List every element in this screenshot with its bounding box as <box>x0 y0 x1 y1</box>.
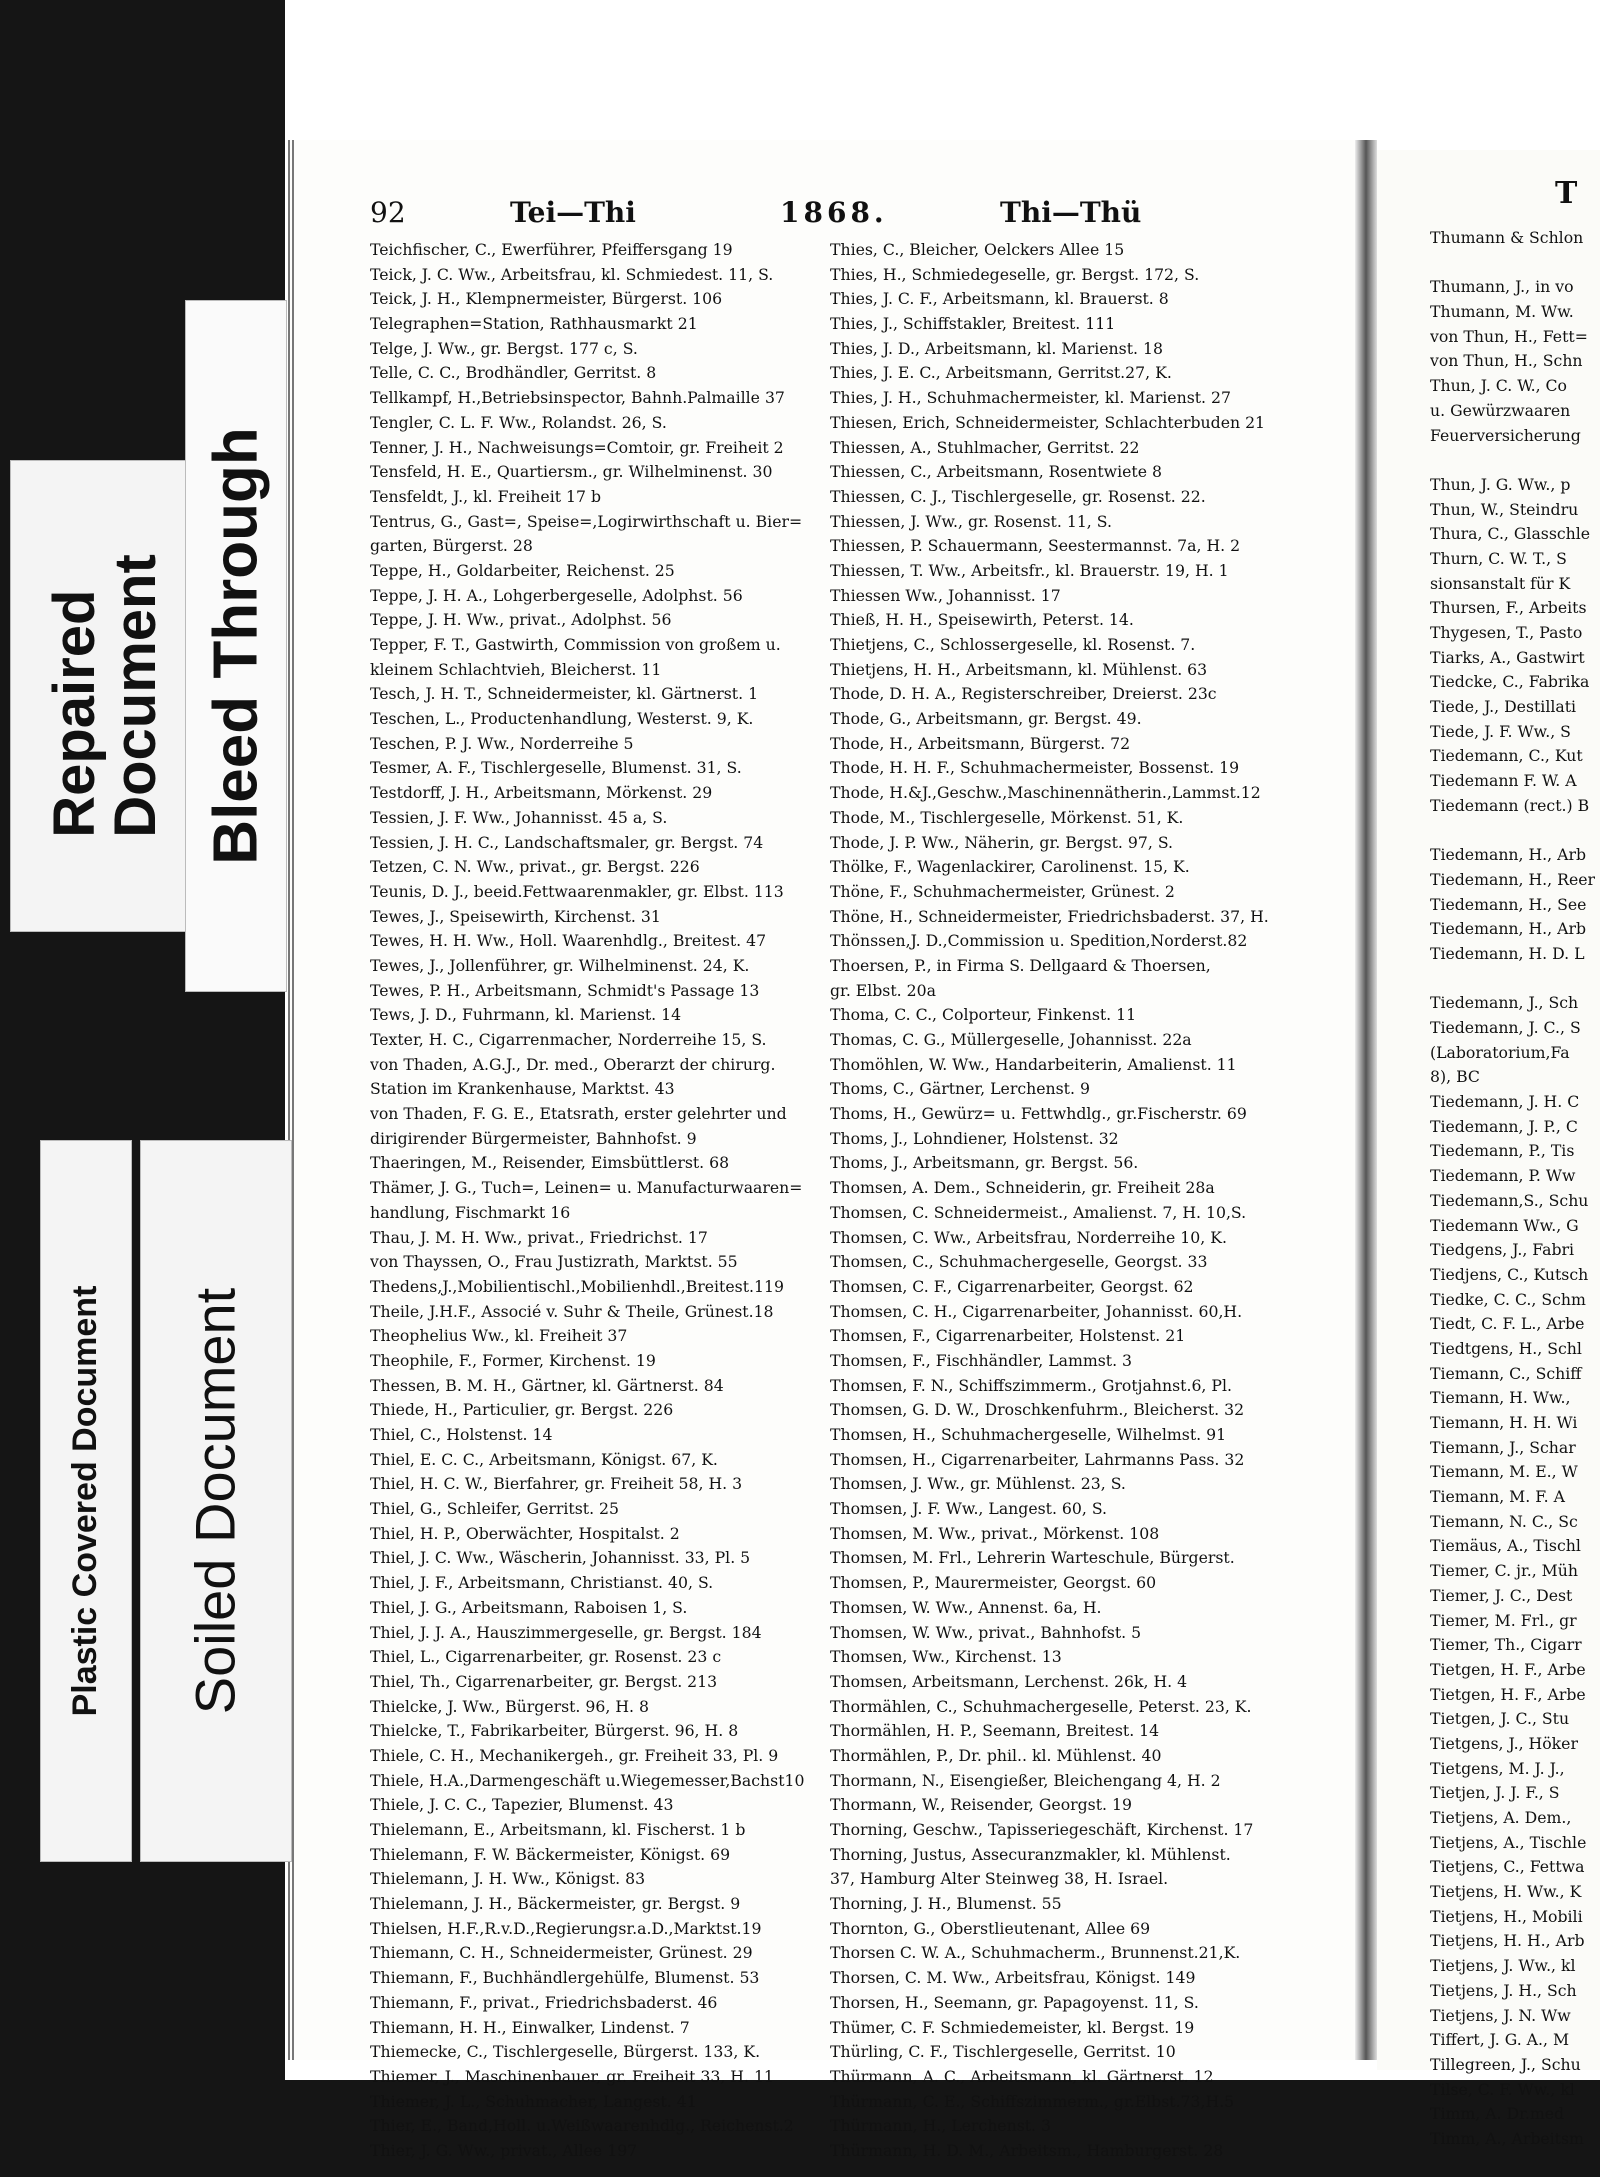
directory-entry: Thiel, H. P., Oberwächter, Hospitalst. 2 <box>370 1523 680 1543</box>
directory-entry: Tiedemann (rect.) B <box>1430 795 1590 815</box>
directory-entry: Tillegreen, J., Schu <box>1430 2054 1581 2074</box>
directory-entry: Tellkampf, H.,Betriebsinspector, Bahnh.Palmaille 37 <box>370 388 785 408</box>
directory-entry: Thomsen, P., Maurermeister, Georgst. 60 <box>830 1573 1157 1593</box>
directory-entry: Tepper, F. T., Gastwirth, Commission von großem u. <box>370 635 781 654</box>
alphabet-range-left: Tei—Thi <box>510 196 636 229</box>
directory-entry: Thoms, J., Lohndiener, Holstenst. 32 <box>830 1128 1119 1148</box>
directory-entry: Tietjen, J. J. F., S <box>1430 1783 1560 1803</box>
directory-entry: Thomsen, M. Ww., privat., Mörkenst. 108 <box>830 1523 1160 1543</box>
directory-entry: gr. Elbst. 20a <box>830 980 936 1000</box>
directory-entry: Tiedgens, J., Fabri <box>1430 1240 1575 1260</box>
directory-entry: Thomsen, J. F. Ww., Langest. 60, S. <box>830 1499 1108 1519</box>
directory-entry: Thode, G., Arbeitsmann, gr. Bergst. 49. <box>830 709 1142 729</box>
directory-entry: Thies, J., Schiffstakler, Breitest. 111 <box>830 314 1116 334</box>
directory-entry: Thies, J. E. C., Arbeitsmann, Gerritst.27, K. <box>830 363 1172 383</box>
directory-entry: Thürling, C. F., Tischlergeselle, Gerritst. 10 <box>830 2042 1176 2062</box>
directory-entry: Thursen, F., Arbeits <box>1430 598 1587 618</box>
directory-entry: Thielemann, J. H. Ww., Königst. 83 <box>370 1869 646 1889</box>
label-repaired-document: Repaired Document <box>42 554 168 838</box>
directory-entry: Tiedemann, J. H. C <box>1430 1092 1580 1112</box>
directory-entry: Tietjens, J. H., Sch <box>1430 1980 1577 2000</box>
directory-entry: Thiele, H.A.,Darmengeschäft u.Wiegemesser,Bachst10 <box>370 1770 805 1790</box>
directory-entry: Telge, J. Ww., gr. Bergst. 177 c, S. <box>370 338 638 358</box>
directory-entry: Tewes, J., Speisewirth, Kirchenst. 31 <box>370 906 661 926</box>
directory-entry: Tensfeldt, J., kl. Freiheit 17 b <box>370 486 602 506</box>
directory-entry: Thornton, G., Oberstlieutenant, Allee 69 <box>830 1918 1151 1938</box>
directory-entry <box>1430 819 1600 844</box>
directory-entry: Thürmann, H. D. M., Arbeitsm., Hamburgerst. 28 <box>830 2140 1224 2160</box>
directory-entry: u. Gewürzwaaren <box>1430 400 1571 420</box>
directory-entry: Thiel, Th., Cigarrenarbeiter, gr. Bergst. 213 <box>370 1671 718 1691</box>
directory-entry: Thorsen, C. M. Ww., Arbeitsfrau, Königst. 149 <box>830 1968 1196 1988</box>
directory-entry: Teppe, H., Goldarbeiter, Reichenst. 25 <box>370 560 675 580</box>
directory-entry: Tietgen, J. C., Stu <box>1430 1709 1570 1729</box>
directory-entry: Thomsen, W. Ww., privat., Bahnhofst. 5 <box>830 1622 1142 1642</box>
directory-entry: Thoersen, P., in Firma S. Dellgaard & Thoersen, <box>830 955 1211 975</box>
directory-entry: von Thaden, A.G.J., Dr. med., Oberarzt der chirurg. <box>370 1054 776 1074</box>
directory-entry: Tesmer, A. F., Tischlergeselle, Blumenst. 31, S. <box>370 758 742 778</box>
directory-entry: Tiedke, C. C., Schm <box>1430 1289 1586 1309</box>
directory-entry: Thomsen, C., Schuhmachergeselle, Georgst. 33 <box>830 1252 1208 1272</box>
directory-entry: Thomsen, A. Dem., Schneiderin, gr. Freiheit 28a <box>830 1178 1215 1198</box>
directory-entry: Tiedcke, C., Fabrika <box>1430 672 1590 692</box>
next-page-heading: T <box>1555 176 1578 211</box>
directory-entry: Tentrus, G., Gast=, Speise=,Logirwirthschaft u. Bier= <box>370 511 803 531</box>
directory-entry: Thiesen, Erich, Schneidermeister, Schlachterbuden 21 <box>830 412 1266 432</box>
directory-entry: Tenner, J. H., Nachweisungs=Comtoir, gr. Freiheit 2 <box>370 437 784 457</box>
directory-entry: Thorning, J. H., Blumenst. 55 <box>830 1894 1062 1914</box>
directory-entry: Thomsen, H., Schuhmachergeselle, Wilhelmst. 91 <box>830 1425 1227 1444</box>
directory-entry: Tiede, J. F. Ww., S <box>1430 721 1571 741</box>
directory-column-2 <box>830 238 1350 2164</box>
directory-entry: Thomsen, F. N., Schiffszimmerm., Grotjahnst.6, Pl. <box>830 1375 1232 1395</box>
directory-entry: Tiedemann, J., Sch <box>1430 993 1579 1013</box>
directory-entry: Tiarks, A., Gastwirt <box>1430 647 1585 667</box>
directory-entry: Tiemann, H. H. Wi <box>1430 1413 1578 1432</box>
directory-entry: Thoms, H., Gewürz= u. Fettwhdlg., gr.Fischerstr. 69 <box>830 1104 1247 1124</box>
directory-entry: Teunis, D. J., beeid.Fettwaarenmakler, gr. Elbst. 113 <box>370 881 784 901</box>
directory-entry: Tiedjens, C., Kutsch <box>1430 1264 1589 1284</box>
directory-entry: Thomsen, H., Cigarrenarbeiter, Lahrmanns Pass. 32 <box>830 1449 1245 1469</box>
directory-entry: Thielcke, J. Ww., Bürgerst. 96, H. 8 <box>370 1696 649 1716</box>
label-plastic-covered: Plastic Covered Document <box>66 1285 105 1717</box>
label-card-repaired <box>10 460 202 932</box>
directory-entry: Tiemäus, A., Tischl <box>1430 1536 1581 1556</box>
directory-entry: Tiedemann, H., Arb <box>1430 845 1587 865</box>
directory-entry: Testdorff, J. H., Arbeitsmann, Mörkenst. 29 <box>370 783 713 803</box>
directory-entry: Tesch, J. H. T., Schneidermeister, kl. Gärtnerst. 1 <box>370 684 759 704</box>
directory-entry: Thura, C., Glasschle <box>1430 524 1591 544</box>
directory-entry: Tiemer, C. jr., Müh <box>1430 1561 1578 1581</box>
directory-entry: Theile, J.H.F., Associé v. Suhr & Theile, Grünest.18 <box>370 1301 774 1321</box>
directory-entry: Tietjens, J. N. Ww <box>1430 2005 1571 2025</box>
directory-entry: Tiemer, M. Frl., gr <box>1430 1610 1577 1630</box>
directory-entry: Thorsen, H., Seemann, gr. Papagoyenst. 11, S. <box>830 1992 1199 2012</box>
directory-entry: Tietjens, C., Fettwa <box>1430 1857 1585 1877</box>
directory-entry: Thöne, F., Schuhmachermeister, Grünest. 2 <box>830 881 1175 901</box>
directory-entry: von Thun, H., Schn <box>1430 351 1583 371</box>
year-heading: 1868. <box>780 196 888 229</box>
directory-entry: Thiel, J. G., Arbeitsmann, Raboisen 1, S. <box>370 1597 688 1617</box>
directory-entry: Thau, J. M. H. Ww., privat., Friedrichst. 17 <box>370 1227 708 1247</box>
directory-entry: Tiffert, J. G. A., M <box>1430 2030 1570 2050</box>
directory-entry: Thölke, F., Wagenlackirer, Carolinenst. 15, K. <box>830 857 1190 877</box>
directory-entry: Thies, J. C. F., Arbeitsmann, kl. Brauerst. 8 <box>830 289 1169 309</box>
directory-entry: Thormählen, P., Dr. phil.. kl. Mühlenst. 40 <box>830 1745 1162 1765</box>
page-number: 92 <box>370 196 406 229</box>
directory-entry: Tiedemann Ww., G <box>1430 1215 1579 1235</box>
directory-entry: Thiemecke, C., Tischlergeselle, Bürgerst. 133, K. <box>370 2042 761 2062</box>
directory-entry: sionsanstalt für K <box>1430 573 1571 593</box>
directory-entry: Thormann, W., Reisender, Georgst. 19 <box>830 1795 1132 1815</box>
directory-entry: Thiemann, F., Buchhändlergehülfe, Blumenst. 53 <box>370 1968 760 1988</box>
directory-entry: Thygesen, T., Pasto <box>1430 623 1583 642</box>
directory-entry: Thiele, C. H., Mechanikergeh., gr. Freiheit 33, Pl. 9 <box>370 1745 779 1765</box>
directory-entry: kleinem Schlachtvieh, Bleicherst. 11 <box>370 659 662 679</box>
directory-entry: Tiemann, M. F. A <box>1430 1487 1565 1507</box>
directory-entry: Thiessen, C., Arbeitsmann, Rosentwiete 8 <box>830 462 1162 482</box>
directory-entry: Thiele, J. C. C., Tapezier, Blumenst. 43 <box>370 1795 674 1815</box>
directory-entry: Thoma, C. C., Colporteur, Finkenst. 11 <box>830 1005 1137 1025</box>
directory-entry: Tewes, H. H. Ww., Holl. Waarenhdlg., Breitest. 47 <box>370 931 767 951</box>
directory-entry: Thun, J. C. W., Co <box>1430 376 1567 396</box>
directory-entry: Thumann, M. Ww. <box>1430 302 1574 322</box>
directory-column-3 <box>1430 226 1600 2152</box>
directory-entry <box>1430 251 1600 276</box>
directory-entry: Feuerversicherung <box>1430 425 1581 445</box>
directory-entry: Thies, J. D., Arbeitsmann, kl. Marienst. 18 <box>830 338 1163 358</box>
directory-entry: Tetzen, C. N. Ww., privat., gr. Bergst. 226 <box>370 857 700 877</box>
directory-entry: Tiedemann, H. D. L <box>1430 943 1585 963</box>
running-head <box>370 196 1350 236</box>
directory-entry: Thielcke, T., Fabrikarbeiter, Bürgerst. 96, H. 8 <box>370 1721 739 1741</box>
directory-entry: Thielemann, E., Arbeitsmann, kl. Fischerst. 1 b <box>370 1820 746 1839</box>
directory-entry: Tiemann, N. C., Sc <box>1430 1511 1578 1531</box>
directory-entry: Tewes, J., Jollenführer, gr. Wilhelminenst. 24, K. <box>370 955 750 975</box>
directory-entry: Thiessen, J. Ww., gr. Rosenst. 11, S. <box>830 511 1112 531</box>
directory-entry: Thode, H., Arbeitsmann, Bürgerst. 72 <box>830 733 1131 753</box>
directory-entry: Thiemer, J., Maschinenbauer, gr. Freiheit 33, H. 11 <box>370 2066 774 2086</box>
directory-entry: Thormählen, C., Schuhmachergeselle, Peterst. 23, K. <box>830 1696 1252 1716</box>
directory-entry: Thiessen Ww., Johannisst. 17 <box>830 585 1061 605</box>
directory-entry: 8), BC <box>1430 1067 1480 1087</box>
directory-entry: Thurn, C. W. T., S <box>1430 548 1567 568</box>
directory-entry: Tewes, P. H., Arbeitsmann, Schmidt's Passage 13 <box>370 980 760 1000</box>
directory-entry: Tietgens, M. J. J., <box>1430 1758 1565 1778</box>
directory-entry: Tiedemann, P., Tis <box>1430 1141 1575 1161</box>
directory-entry: Thier, E., Band,Holl. u.Weißwaarenhdlg., Reichenst.2 <box>370 2116 794 2136</box>
directory-entry: Tietjens, H. H., Arb <box>1430 1931 1585 1951</box>
directory-entry: von Thaden, F. G. E., Etatsrath, erster gelehrter und <box>370 1104 787 1124</box>
book-gutter <box>1355 140 1377 2060</box>
directory-entry: Tiedemann, H., See <box>1430 894 1587 914</box>
directory-entry: Tietjens, A. Dem., <box>1430 1808 1572 1827</box>
directory-entry: Tiemann, J., Schar <box>1430 1437 1576 1457</box>
directory-entry: Tiedemann, J. C., S <box>1430 1018 1581 1037</box>
directory-entry: Thönssen,J. D.,Commission u. Spedition,Norderst.82 <box>830 931 1248 951</box>
directory-entry: Timm, A., Arbeitsm <box>1430 2128 1584 2148</box>
directory-entry: Thomsen, F., Fischhändler, Lammst. 3 <box>830 1350 1133 1370</box>
directory-entry: Thürmann, C. E., Schiffszimmerm., gr.Elbst.73,H.5 <box>830 2091 1235 2111</box>
label-card-bleed <box>185 300 287 992</box>
directory-entry: Thietjens, H. H., Arbeitsmann, kl. Mühlenst. 63 <box>830 659 1208 679</box>
directory-entry: Timm, A. Dr.med <box>1430 2104 1565 2124</box>
directory-entry: Tiedemann, C., Kut <box>1430 746 1583 766</box>
directory-entry: Tengler, C. L. F. Ww., Rolandst. 26, S. <box>370 412 667 432</box>
directory-entry: Tiedemann, J. P., C <box>1430 1116 1578 1136</box>
directory-entry: Thies, C., Bleicher, Oelckers Allee 15 <box>830 240 1125 259</box>
directory-entry: Tessien, J. F. Ww., Johannisst. 45 a, S. <box>370 807 668 827</box>
directory-column-1 <box>370 238 818 2164</box>
directory-entry: Thielsen, H.F.,R.v.D.,Regierungsr.a.D.,Marktst.19 <box>370 1918 762 1938</box>
directory-entry: Tiemann, H. Ww., <box>1430 1388 1571 1408</box>
directory-entry: Thiel, J. J. A., Hauszimmergeselle, gr. Bergst. 184 <box>370 1622 762 1642</box>
directory-entry: Thiel, C., Holstenst. 14 <box>370 1425 553 1444</box>
directory-entry: Thomsen, Ww., Kirchenst. 13 <box>830 1647 1062 1667</box>
directory-entry: Thietjens, C., Schlossergeselle, kl. Rosenst. 7. <box>830 635 1196 654</box>
directory-entry: Teschen, P. J. Ww., Norderreihe 5 <box>370 733 634 753</box>
directory-entry: Thomsen, F., Cigarrenarbeiter, Holstenst. 21 <box>830 1326 1186 1346</box>
directory-entry: Tiemann, M. E., W <box>1430 1462 1578 1482</box>
directory-entry: Tews, J. D., Fuhrmann, kl. Marienst. 14 <box>370 1005 682 1025</box>
directory-entry: Thöne, H., Schneidermeister, Friedrichsbaderst. 37, H. <box>830 906 1269 926</box>
directory-entry: Thürmann, H., Lerchenst. 3 <box>830 2116 1052 2136</box>
directory-entry: Thorning, Geschw., Tapisseriegeschäft, Kirchenst. 17 <box>830 1820 1254 1839</box>
label-card-soiled <box>140 1140 292 1862</box>
label-bleed-through: Bleed Through <box>201 427 271 865</box>
directory-entry <box>1430 967 1600 992</box>
label-soiled-document: Soiled Document <box>183 1287 247 1715</box>
directory-entry: Tensfeld, H. E., Quartiersm., gr. Wilhelminenst. 30 <box>370 462 773 482</box>
directory-entry: Thiemann, F., privat., Friedrichsbaderst. 46 <box>370 1992 718 2012</box>
directory-entry: Thiel, G., Schleifer, Gerritst. 25 <box>370 1499 620 1519</box>
directory-entry: Thiessen, P. Schauermann, Seestermannst. 7a, H. 2 <box>830 536 1241 556</box>
directory-entry: Tiedemann F. W. A <box>1430 771 1577 791</box>
directory-entry: Thomsen, M. Frl., Lehrerin Warteschule, Bürgerst. <box>830 1548 1235 1568</box>
directory-entry: Teppe, J. H. Ww., privat., Adolphst. 56 <box>370 610 672 630</box>
directory-entry: Tessien, J. H. C., Landschaftsmaler, gr. Bergst. 74 <box>370 832 764 852</box>
directory-entry: Thielemann, J. H., Bäckermeister, gr. Bergst. 9 <box>370 1894 741 1914</box>
directory-entry: Thode, H.&J.,Geschw.,Maschinennätherin.,Lammst.12 <box>830 783 1261 803</box>
directory-entry: Tiemer, J. C., Dest <box>1430 1585 1573 1605</box>
alphabet-range-right: Thi—Thü <box>1000 196 1142 229</box>
directory-entry: Thiemer, J. L., Schuhmacher, Langest. 41 <box>370 2091 697 2111</box>
directory-entry: Thun, W., Steindru <box>1430 499 1579 519</box>
directory-entry: Thormann, N., Eisengießer, Bleichengang 4, H. 2 <box>830 1770 1221 1790</box>
directory-entry: Thomsen, C. Ww., Arbeitsfrau, Norderreihe 10, K. <box>830 1227 1227 1247</box>
directory-entry: Theophelius Ww., kl. Freiheit 37 <box>370 1326 628 1346</box>
directory-entry: Thaeringen, M., Reisender, Eimsbüttlerst. 68 <box>370 1153 730 1173</box>
directory-entry: handlung, Fischmarkt 16 <box>370 1202 571 1222</box>
directory-entry: Thiel, J. F., Arbeitsmann, Christianst. 40, S. <box>370 1573 714 1593</box>
directory-entry: dirigirender Bürgermeister, Bahnhofst. 9 <box>370 1128 697 1148</box>
directory-entry: von Thun, H., Fett= <box>1430 326 1588 346</box>
directory-entry: Tietjens, A., Tischle <box>1430 1832 1587 1852</box>
directory-entry: Theophile, F., Former, Kirchenst. 19 <box>370 1350 656 1370</box>
directory-entry: Tietjens, J. Ww., kl <box>1430 1956 1576 1976</box>
directory-entry: Thiel, E. C. C., Arbeitsmann, Königst. 67, K. <box>370 1449 718 1469</box>
directory-entry: 37, Hamburg Alter Steinweg 38, H. Israel. <box>830 1869 1169 1889</box>
directory-entry: Thomsen, J. Ww., gr. Mühlenst. 23, S. <box>830 1474 1126 1494</box>
directory-entry: Teick, J. C. Ww., Arbeitsfrau, kl. Schmiedest. 11, S. <box>370 264 774 284</box>
directory-entry: Thomsen, G. D. W., Droschkenfuhrm., Bleicherst. 32 <box>830 1400 1245 1420</box>
directory-entry: Thier, J. G. Ww., privat., Allee 197 <box>370 2140 638 2160</box>
directory-entry: Thoms, C., Gärtner, Lerchenst. 9 <box>830 1079 1090 1099</box>
directory-entry: Station im Krankenhause, Marktst. 43 <box>370 1079 675 1099</box>
directory-entry: Thode, D. H. A., Registerschreiber, Dreierst. 23c <box>830 684 1217 704</box>
label-card-plastic <box>40 1140 132 1862</box>
directory-entry: Tiedemann, H., Arb <box>1430 919 1587 939</box>
directory-entry: Tietgen, H. F., Arbe <box>1430 1659 1586 1679</box>
directory-entry: Thürmann, A. C., Arbeitsmann, kl. Gärtnerst. 12 <box>830 2066 1214 2086</box>
directory-entry: Tiedt, C. F. L., Arbe <box>1430 1314 1585 1334</box>
directory-entry: Thomsen, C. F., Cigarrenarbeiter, Georgst. 62 <box>830 1276 1194 1296</box>
directory-entry: Thielemann, F. W. Bäckermeister, Königst. 69 <box>370 1844 731 1864</box>
directory-entry: Tiemann, C., Schiff <box>1430 1363 1582 1383</box>
directory-entry: Telegraphen=Station, Rathhausmarkt 21 <box>370 314 698 334</box>
directory-entry: Thun, J. G. Ww., p <box>1430 474 1571 494</box>
directory-entry: Thämer, J. G., Tuch=, Leinen= u. Manufacturwaaren= <box>370 1178 803 1198</box>
directory-entry: Thies, J. H., Schuhmachermeister, kl. Marienst. 27 <box>830 388 1231 408</box>
directory-entry: Thoms, J., Arbeitsmann, gr. Bergst. 56. <box>830 1153 1139 1173</box>
directory-entry: Thiel, L., Cigarrenarbeiter, gr. Rosenst. 23 c <box>370 1647 722 1667</box>
directory-entry: Tiedemann, P. Ww <box>1430 1166 1576 1186</box>
directory-entry: Telle, C. C., Brodhändler, Gerritst. 8 <box>370 363 657 383</box>
directory-entry: Tiemer, Th., Cigarr <box>1430 1635 1582 1655</box>
directory-entry: Thumann, J., in vo <box>1430 277 1574 297</box>
directory-entry: Tiedtgens, H., Schl <box>1430 1338 1582 1358</box>
directory-entry: Teppe, J. H. A., Lohgerbergeselle, Adolphst. 56 <box>370 585 743 605</box>
directory-entry: Thomsen, C. H., Cigarrenarbeiter, Johannisst. 60,H. <box>830 1301 1243 1321</box>
directory-entry: Thiessen, T. Ww., Arbeitsfr., kl. Brauerstr. 19, H. 1 <box>830 560 1229 580</box>
directory-entry: Texter, H. C., Cigarrenmacher, Norderreihe 15, S. <box>370 1030 767 1049</box>
directory-entry: Thode, J. P. Ww., Näherin, gr. Bergst. 97, S. <box>830 832 1173 852</box>
directory-entry: Thedens,J.,Mobilientischl.,Mobilienhdl.,Breitest.119 <box>370 1276 784 1296</box>
directory-entry <box>1430 448 1600 473</box>
directory-entry: Tietjens, H., Mobili <box>1430 1906 1583 1926</box>
directory-entry: Thorsen C. W. A., Schuhmacherm., Brunnenst.21,K. <box>830 1943 1241 1963</box>
directory-entry: Thomsen, Arbeitsmann, Lerchenst. 26k, H. 4 <box>830 1671 1188 1691</box>
directory-entry: Thomsen, C. Schneidermeist., Amalienst. 7, H. 10,S. <box>830 1202 1247 1222</box>
directory-entry: Tiedemann, H., Reer <box>1430 869 1596 889</box>
directory-entry: Thieß, H. H., Speisewirth, Peterst. 14. <box>830 610 1134 630</box>
directory-entry: Thomas, C. G., Müllergeselle, Johannisst. 22a <box>830 1030 1192 1049</box>
directory-entry: Thessen, B. M. H., Gärtner, kl. Gärtnerst. 84 <box>370 1375 724 1395</box>
directory-entry: Thiessen, C. J., Tischlergeselle, gr. Rosenst. 22. <box>830 486 1206 506</box>
directory-entry: garten, Bürgerst. 28 <box>370 536 533 556</box>
directory-entry: Thumann & Schlon <box>1430 228 1584 247</box>
directory-entry: Thiel, H. C. W., Bierfahrer, gr. Freiheit 58, H. 3 <box>370 1474 743 1494</box>
directory-entry: Teick, J. H., Klempnermeister, Bürgerst. 106 <box>370 289 723 309</box>
directory-entry: Thode, M., Tischlergeselle, Mörkenst. 51, K. <box>830 807 1184 827</box>
directory-entry: Thomöhlen, W. Ww., Handarbeiterin, Amalienst. 11 <box>830 1054 1237 1074</box>
directory-entry: Thiede, H., Particulier, gr. Bergst. 226 <box>370 1400 674 1420</box>
directory-entry: Teichfischer, C., Ewerführer, Pfeiffersgang 19 <box>370 240 733 259</box>
directory-entry: Thorning, Justus, Assecuranzmakler, kl. Mühlenst. <box>830 1844 1231 1864</box>
directory-entry: Thiel, J. C. Ww., Wäscherin, Johannisst. 33, Pl. 5 <box>370 1548 751 1568</box>
directory-entry: Thormählen, H. P., Seemann, Breitest. 14 <box>830 1721 1160 1741</box>
directory-entry: Teschen, L., Productenhandlung, Westerst. 9, K. <box>370 709 754 729</box>
directory-entry: Thümer, C. F. Schmiedemeister, kl. Bergst. 19 <box>830 2017 1195 2037</box>
directory-entry: (Laboratorium,Fa <box>1430 1042 1570 1062</box>
directory-entry: Thomsen, W. Ww., Annenst. 6a, H. <box>830 1597 1102 1617</box>
directory-entry: Tietgens, J., Höker <box>1430 1733 1578 1753</box>
directory-entry: Tietjens, H. Ww., K <box>1430 1882 1582 1902</box>
directory-entry: Thiemann, H. H., Einwalker, Lindenst. 7 <box>370 2017 690 2037</box>
directory-entry: Tilse, C. F. Ww., kl <box>1430 2079 1575 2099</box>
directory-entry: Thiessen, A., Stuhlmacher, Gerritst. 22 <box>830 437 1140 457</box>
directory-entry: Tiedemann,S., Schu <box>1430 1190 1589 1210</box>
directory-entry: Thies, H., Schmiedegeselle, gr. Bergst. 172, S. <box>830 264 1200 284</box>
directory-entry: von Thayssen, O., Frau Justizrath, Marktst. 55 <box>370 1252 738 1272</box>
directory-entry: Thiemann, C. H., Schneidermeister, Grünest. 29 <box>370 1943 753 1963</box>
directory-entry: Tietgen, H. F., Arbe <box>1430 1684 1586 1704</box>
directory-entry: Thode, H. H. F., Schuhmachermeister, Bossenst. 19 <box>830 758 1240 778</box>
directory-entry: Tiede, J., Destillati <box>1430 697 1577 717</box>
